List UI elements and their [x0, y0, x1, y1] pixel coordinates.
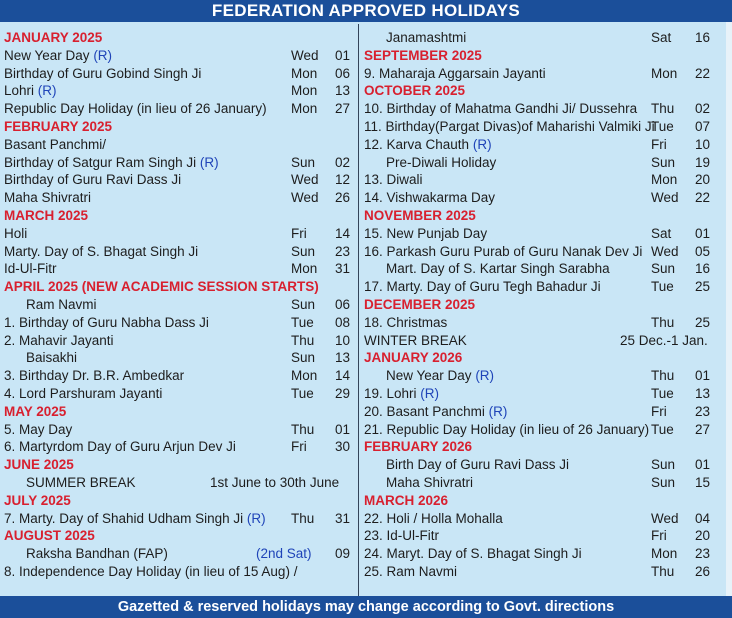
holiday-weekday: Fri: [291, 225, 307, 241]
holiday-date: 02: [334, 154, 350, 170]
holiday-name-text: 17. Marty. Day of Guru Tegh Bahadur Ji: [364, 279, 601, 295]
holiday-row: [4, 100, 356, 118]
holiday-date: 25: [694, 279, 710, 295]
holiday-weekday: Fri: [651, 528, 667, 544]
month-heading: MARCH 2025: [4, 207, 89, 223]
holiday-date: 12: [334, 172, 350, 188]
holiday-row: [4, 545, 356, 563]
date-note: (2nd Sat): [256, 546, 312, 562]
holiday-row: [364, 332, 714, 350]
holiday-name-text: Birthday of Guru Ravi Dass Ji: [4, 172, 182, 188]
holiday-name: [26, 349, 77, 367]
holiday-name-text: SUMMER BREAK: [26, 474, 136, 490]
holiday-name: [26, 296, 97, 314]
holiday-name-text: Pre-Diwali Holiday: [386, 154, 497, 170]
holiday-date: 16: [694, 261, 710, 277]
holiday-weekday: Thu: [651, 101, 675, 117]
holiday-name: [364, 189, 495, 207]
holiday-weekday: Wed: [651, 190, 679, 206]
holiday-row: [4, 563, 356, 581]
holiday-name: [386, 260, 610, 278]
holiday-date: 20: [694, 528, 710, 544]
holiday-date: 01: [694, 457, 710, 473]
holiday-name: [4, 438, 236, 456]
month-heading: JUNE 2025: [4, 457, 74, 473]
reserved-marker: (R): [475, 368, 495, 384]
holiday-date: 23: [694, 403, 710, 419]
reserved-marker: (R): [37, 83, 57, 99]
holiday-date: 31: [334, 510, 350, 526]
month-heading: APRIL 2025 (NEW ACADEMIC SESSION STARTS): [4, 279, 319, 295]
holiday-weekday: Sun: [651, 261, 676, 277]
month-heading: FEBRUARY 2026: [364, 439, 473, 455]
holiday-weekday: Tue: [291, 385, 314, 401]
holiday-name-text: 2. Mahavir Jayanti: [4, 332, 114, 348]
holiday-name-text: 9. Maharaja Aggarsain Jayanti: [364, 65, 546, 81]
holiday-name-text: 7. Marty. Day of Shahid Udham Singh Ji: [4, 510, 247, 526]
holiday-name-text: 8. Independence Day Holiday (in lieu of 15 Aug) /: [4, 563, 298, 579]
holiday-name: [364, 65, 546, 83]
holiday-row: [4, 438, 356, 456]
holiday-row: [364, 421, 714, 439]
holiday-weekday: Thu: [651, 563, 675, 579]
month-heading: AUGUST 2025: [4, 528, 95, 544]
holiday-name: [364, 385, 439, 403]
holiday-row: [364, 225, 714, 243]
holiday-name-text: WINTER BREAK: [364, 332, 467, 348]
right-edge-strip: [726, 22, 732, 596]
holiday-name: [364, 171, 423, 189]
holiday-name-text: 19. Lohri: [364, 385, 421, 401]
reserved-marker: (R): [488, 403, 508, 419]
holiday-weekday: Wed: [291, 47, 319, 63]
holiday-date: 05: [694, 243, 710, 259]
holiday-name-text: Id-Ul-Fitr: [4, 261, 57, 277]
holiday-row: [4, 189, 356, 207]
holiday-date: 19: [694, 154, 710, 170]
holiday-name: [364, 118, 655, 136]
holiday-weekday: Mon: [291, 101, 318, 117]
month-heading: MAY 2025: [4, 403, 67, 419]
reserved-marker: (R): [472, 136, 492, 152]
holiday-name: [364, 225, 487, 243]
reserved-marker: (R): [420, 385, 440, 401]
holiday-name-text: Mart. Day of S. Kartar Singh Sarabha: [386, 261, 610, 277]
holiday-row: [364, 260, 714, 278]
holiday-weekday: Sat: [651, 30, 672, 45]
holiday-name-text: 13. Diwali: [364, 172, 423, 188]
right-column: [364, 29, 714, 581]
holiday-row: [364, 314, 714, 332]
holiday-date: 13: [694, 385, 710, 401]
holiday-name: [386, 456, 569, 474]
holiday-name: [4, 421, 72, 439]
holiday-name: [364, 243, 642, 261]
holiday-weekday: Fri: [651, 136, 667, 152]
holiday-name: [4, 100, 267, 118]
holiday-weekday: Fri: [291, 439, 307, 455]
holiday-date: 22: [694, 65, 710, 81]
holiday-row: [364, 189, 714, 207]
holiday-name-text: 16. Parkash Guru Purab of Guru Nanak Dev Ji: [364, 243, 643, 259]
holiday-name-text: Birthday of Satgur Ram Singh Ji: [4, 154, 200, 170]
holiday-row: [4, 171, 356, 189]
holiday-row: [364, 243, 714, 261]
holiday-name: [4, 65, 201, 83]
holiday-name: [26, 545, 168, 563]
holiday-name-text: Holi: [4, 225, 28, 241]
holiday-name-text: New Year Day: [386, 368, 476, 384]
holiday-name: [386, 367, 494, 385]
month-heading: DECEMBER 2025: [364, 296, 476, 312]
holiday-name: [386, 154, 496, 172]
holiday-name-text: 14. Vishwakarma Day: [364, 190, 496, 206]
holiday-date: 06: [334, 65, 350, 81]
holiday-name-text: 18. Christmas: [364, 314, 448, 330]
month-heading: OCTOBER 2025: [364, 83, 466, 99]
holiday-name: [4, 243, 198, 261]
left-column: [4, 29, 356, 581]
holiday-name-text: Lohri: [4, 83, 38, 99]
holiday-weekday: Sun: [291, 296, 316, 312]
holiday-date: 01: [694, 368, 710, 384]
holiday-name: [364, 527, 439, 545]
month-heading: FEBRUARY 2025: [4, 118, 113, 134]
holiday-name-text: Maha Shivratri: [4, 190, 92, 206]
holiday-row: [4, 47, 356, 65]
holiday-date: 08: [334, 314, 350, 330]
month-heading: JULY 2025: [4, 492, 71, 508]
reserved-marker: (R): [246, 510, 266, 526]
holiday-name-text: 6. Martyrdom Day of Guru Arjun Dev Ji: [4, 439, 236, 455]
holiday-date: 20: [694, 172, 710, 188]
holiday-weekday: Tue: [651, 421, 674, 437]
holiday-row: [4, 421, 356, 439]
holiday-weekday: Sun: [291, 350, 316, 366]
reserved-marker: (R): [93, 47, 113, 63]
holiday-name-text: 25. Ram Navmi: [364, 563, 458, 579]
holiday-row: [364, 100, 714, 118]
holiday-name-text: New Year Day: [4, 47, 94, 63]
holiday-weekday: Mon: [291, 65, 318, 81]
page-title: FEDERATION APPROVED HOLIDAYS: [211, 1, 521, 20]
holiday-weekday: Sun: [651, 474, 676, 490]
holiday-weekday: Wed: [651, 243, 679, 259]
break-range: 1st June to 30th June: [210, 474, 340, 490]
holiday-name: [364, 314, 447, 332]
holiday-name-text: 15. New Punjab Day: [364, 225, 488, 241]
holiday-row: [364, 545, 714, 563]
holiday-name: [4, 510, 266, 528]
holiday-weekday: Tue: [651, 279, 674, 295]
holiday-row: [4, 225, 356, 243]
holiday-weekday: Mon: [651, 65, 678, 81]
holiday-name-text: Raksha Bandhan (FAP): [26, 546, 168, 562]
holiday-weekday: Mon: [291, 368, 318, 384]
holiday-date: 29: [334, 385, 350, 401]
holiday-name-text: Ram Navmi: [26, 296, 97, 312]
holiday-name: [4, 385, 162, 403]
holiday-row: [4, 65, 356, 83]
holiday-weekday: Sun: [291, 243, 316, 259]
holiday-date: 10: [334, 332, 350, 348]
holiday-name: [4, 47, 112, 65]
holiday-row: [364, 65, 714, 83]
holiday-weekday: Tue: [651, 118, 674, 134]
holiday-name: [364, 510, 503, 528]
holiday-name: [386, 474, 473, 492]
holiday-row: [364, 510, 714, 528]
holiday-row: [364, 456, 714, 474]
holiday-name-text: 20. Basant Panchmi: [364, 403, 489, 419]
holiday-name: [364, 545, 582, 563]
holiday-name: [364, 563, 457, 581]
holiday-date: 06: [334, 296, 350, 312]
holiday-row: [364, 171, 714, 189]
holiday-weekday: Wed: [651, 510, 679, 526]
holiday-name-text: Birthday of Guru Gobind Singh Ji: [4, 65, 202, 81]
holiday-name: [386, 29, 466, 47]
holiday-name-text: 4. Lord Parshuram Jayanti: [4, 385, 163, 401]
month-heading: SEPTEMBER 2025: [364, 47, 482, 63]
holiday-name-text: 3. Birthday Dr. B.R. Ambedkar: [4, 368, 185, 384]
holiday-date: 26: [694, 563, 710, 579]
holiday-row: [364, 474, 714, 492]
holiday-date: 01: [334, 421, 350, 437]
holiday-date: 02: [694, 101, 710, 117]
holiday-row: [364, 367, 714, 385]
holiday-name-text: 5. May Day: [4, 421, 73, 437]
holiday-date: 01: [334, 47, 350, 63]
holiday-date: 13: [334, 83, 350, 99]
holiday-weekday: Thu: [291, 421, 315, 437]
holiday-name: [26, 474, 136, 492]
holiday-date: 22: [694, 190, 710, 206]
holiday-name: [4, 82, 57, 100]
holiday-name-text: Birth Day of Guru Ravi Dass Ji: [386, 457, 570, 473]
holiday-name-text: Republic Day Holiday (in lieu of 26 January): [4, 101, 267, 117]
holiday-name: [4, 332, 114, 350]
holiday-weekday: Wed: [291, 172, 319, 188]
holiday-weekday: Thu: [651, 314, 675, 330]
holiday-row: [364, 118, 714, 136]
holiday-name-text: 1. Birthday of Guru Nabha Dass Ji: [4, 314, 209, 330]
holiday-name: [4, 154, 219, 172]
holiday-row: [364, 136, 714, 154]
holiday-name-text: Marty. Day of S. Bhagat Singh Ji: [4, 243, 199, 259]
holiday-date: 27: [334, 101, 350, 117]
holiday-date: 09: [334, 546, 350, 562]
month-heading: JANUARY 2026: [364, 350, 463, 366]
holiday-weekday: Fri: [651, 403, 667, 419]
title-bar: [0, 0, 732, 22]
holiday-date: 04: [694, 510, 710, 526]
holiday-name: [4, 189, 91, 207]
holiday-name-text: 12. Karva Chauth: [364, 136, 473, 152]
column-divider: [358, 24, 359, 596]
holiday-name: [4, 314, 209, 332]
holiday-date: 15: [694, 474, 710, 490]
holiday-name-text: 11. Birthday(Pargat Divas)of Maharishi Valmiki Ji: [364, 118, 655, 134]
holiday-row: [4, 154, 356, 172]
holiday-weekday: Sat: [651, 225, 672, 241]
holiday-weekday: Mon: [651, 546, 678, 562]
holiday-name-text: Maha Shivratri: [386, 474, 474, 490]
holiday-date: 25: [694, 314, 710, 330]
holiday-row: [364, 563, 714, 581]
holiday-row: [364, 278, 714, 296]
holiday-row: [4, 332, 356, 350]
holiday-name: [4, 260, 57, 278]
month-heading: NOVEMBER 2025: [364, 207, 476, 223]
holiday-row: [4, 510, 356, 528]
holiday-date: 23: [694, 546, 710, 562]
holiday-row: [4, 385, 356, 403]
holiday-name-text: 24. Maryt. Day of S. Bhagat Singh Ji: [364, 546, 582, 562]
holiday-name: [364, 278, 601, 296]
holiday-date: 23: [334, 243, 350, 259]
holiday-weekday: Mon: [651, 172, 678, 188]
holiday-row: [4, 136, 356, 154]
holiday-row: [364, 403, 714, 421]
holiday-weekday: Sun: [291, 154, 316, 170]
holiday-row: [4, 314, 356, 332]
holiday-date: 30: [334, 439, 350, 455]
holiday-name-text: 22. Holi / Holla Mohalla: [364, 510, 503, 526]
holiday-name-text: 21. Republic Day Holiday (in lieu of 26 January): [364, 421, 650, 437]
holiday-name: [4, 171, 181, 189]
holiday-name: [4, 563, 297, 581]
month-heading: JANUARY 2025: [4, 30, 103, 45]
holiday-name-text: Baisakhi: [26, 350, 78, 366]
footer-note: Gazetted & reserved holidays may change according to Govt. directions: [117, 599, 615, 615]
holiday-name-text: Basant Panchmi/: [4, 136, 107, 152]
holiday-date: 14: [334, 368, 350, 384]
holiday-name-text: Janamashtmi: [386, 30, 467, 45]
holiday-date: 07: [694, 118, 710, 134]
holiday-row: [4, 243, 356, 261]
holiday-row: [4, 367, 356, 385]
holiday-row: [364, 29, 714, 47]
holiday-name: [4, 225, 27, 243]
holiday-date: 31: [334, 261, 350, 277]
holiday-name: [364, 100, 637, 118]
holiday-weekday: Sun: [651, 457, 676, 473]
holiday-weekday: Thu: [291, 332, 315, 348]
holiday-date: 27: [694, 421, 710, 437]
holiday-row: [364, 385, 714, 403]
holiday-name: [4, 367, 184, 385]
break-range: 25 Dec.-1 Jan.: [620, 332, 708, 348]
holiday-weekday: Mon: [291, 83, 318, 99]
holiday-weekday: Tue: [651, 385, 674, 401]
reserved-marker: (R): [199, 154, 219, 170]
holiday-row: [4, 474, 356, 492]
holiday-weekday: Wed: [291, 190, 319, 206]
holiday-row: [4, 296, 356, 314]
holiday-row: [4, 260, 356, 278]
holiday-name: [364, 332, 467, 350]
month-heading: MARCH 2026: [364, 492, 449, 508]
holiday-weekday: Mon: [291, 261, 318, 277]
holiday-date: 16: [694, 30, 710, 45]
holiday-date: 14: [334, 225, 350, 241]
holiday-name: [364, 403, 507, 421]
holiday-date: 10: [694, 136, 710, 152]
holiday-date: 01: [694, 225, 710, 241]
holiday-weekday: Thu: [651, 368, 675, 384]
holiday-date: 26: [334, 190, 350, 206]
holiday-weekday: Thu: [291, 510, 315, 526]
holiday-row: [4, 349, 356, 367]
holiday-name: [4, 136, 106, 154]
holiday-weekday: Sun: [651, 154, 676, 170]
holiday-name: [364, 136, 492, 154]
footer-bar: [0, 596, 732, 618]
holiday-row: [4, 82, 356, 100]
holiday-name-text: 23. Id-Ul-Fitr: [364, 528, 440, 544]
holiday-row: [364, 154, 714, 172]
holiday-name: [364, 421, 649, 439]
holiday-name-text: 10. Birthday of Mahatma Gandhi Ji/ Dussehra: [364, 101, 638, 117]
holiday-weekday: Tue: [291, 314, 314, 330]
holiday-row: [364, 527, 714, 545]
holiday-date: 13: [334, 350, 350, 366]
